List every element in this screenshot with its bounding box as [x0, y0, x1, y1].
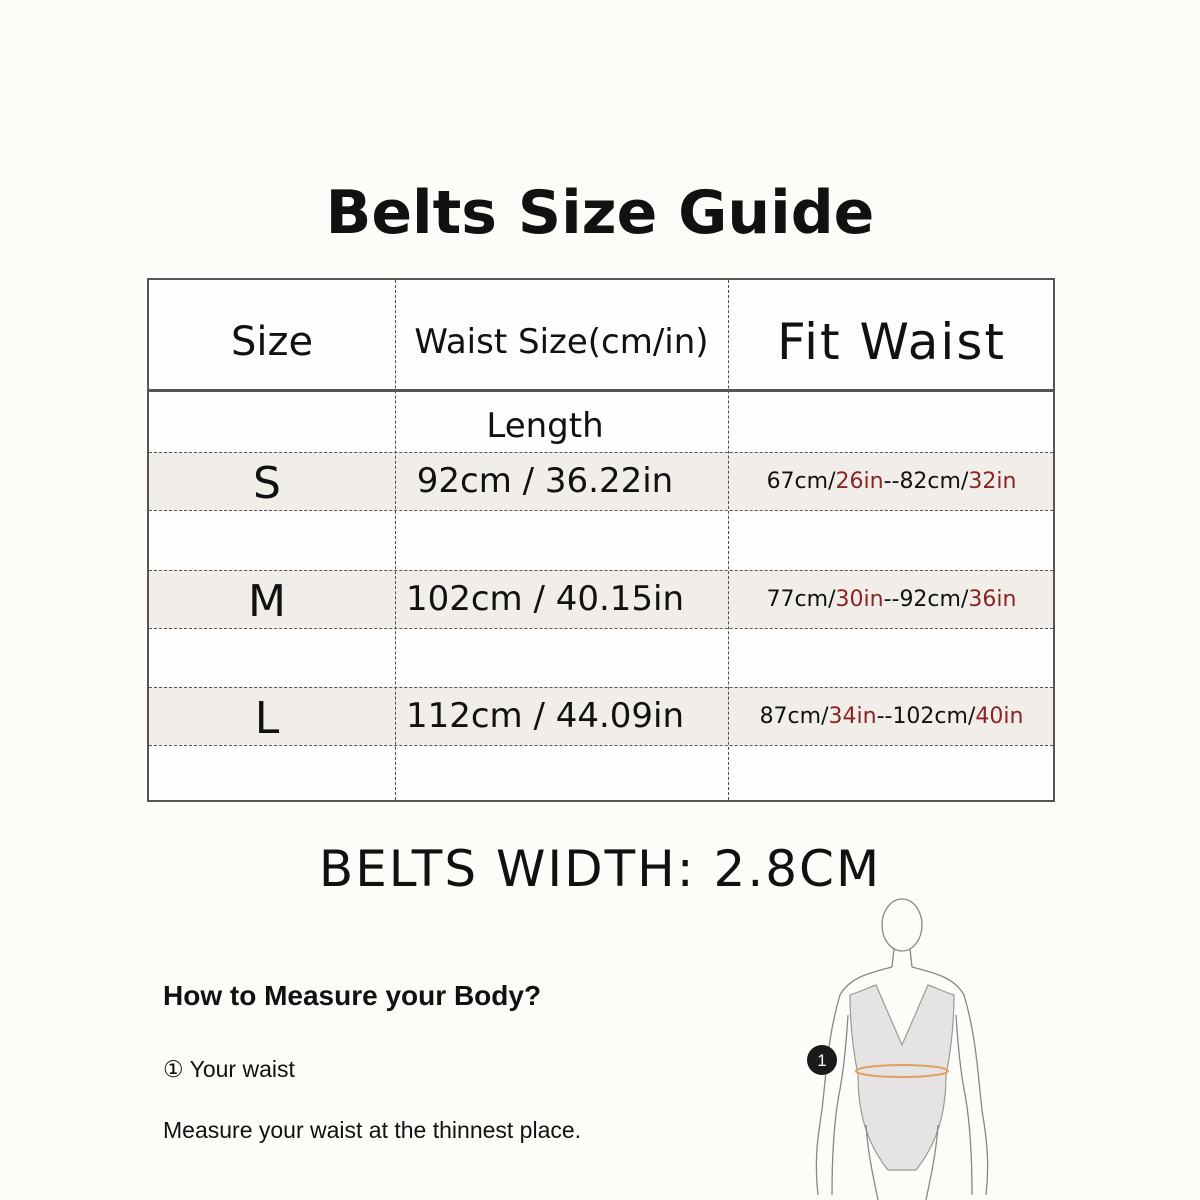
belts-width: BELTS WIDTH: 2.8CM [318, 840, 882, 898]
fit-waist-m [728, 570, 1055, 628]
fit-cm-start: 67cm/ [766, 468, 836, 494]
fit-in-start: 34in [828, 703, 877, 729]
measure-instruction: Measure your waist at the thinnest place. [163, 1117, 582, 1143]
page-title: Belts Size Guide [325, 178, 875, 248]
header-divider [149, 389, 1053, 392]
marker-label: 1 [817, 1051, 827, 1070]
fit-in-end: 32in [968, 468, 1017, 494]
fit-cm-start: 77cm/ [766, 586, 836, 612]
fit-cm-end: --102cm/ [876, 703, 976, 729]
size-l: L [254, 692, 280, 744]
length-s: 92cm / 36.22in [416, 461, 674, 501]
fit-waist-l [728, 687, 1055, 745]
fit-waist-s [728, 452, 1055, 510]
length-l: 112cm / 44.09in [405, 696, 685, 736]
header-size: Size [230, 318, 314, 365]
size-m: M [248, 575, 286, 627]
measure-heading: How to Measure your Body? [163, 980, 542, 1011]
fit-cm-end: --92cm/ [883, 586, 969, 612]
head-outline [882, 899, 922, 951]
fit-in-end: 36in [968, 586, 1017, 612]
fit-in-start: 26in [835, 468, 884, 494]
measure-step: ① Your waist [163, 1056, 295, 1082]
header-waist-size: Waist Size(cm/in) [414, 321, 709, 362]
fit-cm-end: --82cm/ [883, 468, 969, 494]
header-fit-waist: Fit Waist [777, 312, 1006, 371]
fit-in-start: 30in [835, 586, 884, 612]
size-s: S [253, 457, 281, 509]
subheader-length: Length [486, 406, 604, 446]
size-table [147, 278, 1055, 802]
length-m: 102cm / 40.15in [405, 579, 685, 619]
fit-in-end: 40in [975, 703, 1024, 729]
body-figure-illustration [770, 895, 1030, 1200]
fit-cm-start: 87cm/ [759, 703, 829, 729]
